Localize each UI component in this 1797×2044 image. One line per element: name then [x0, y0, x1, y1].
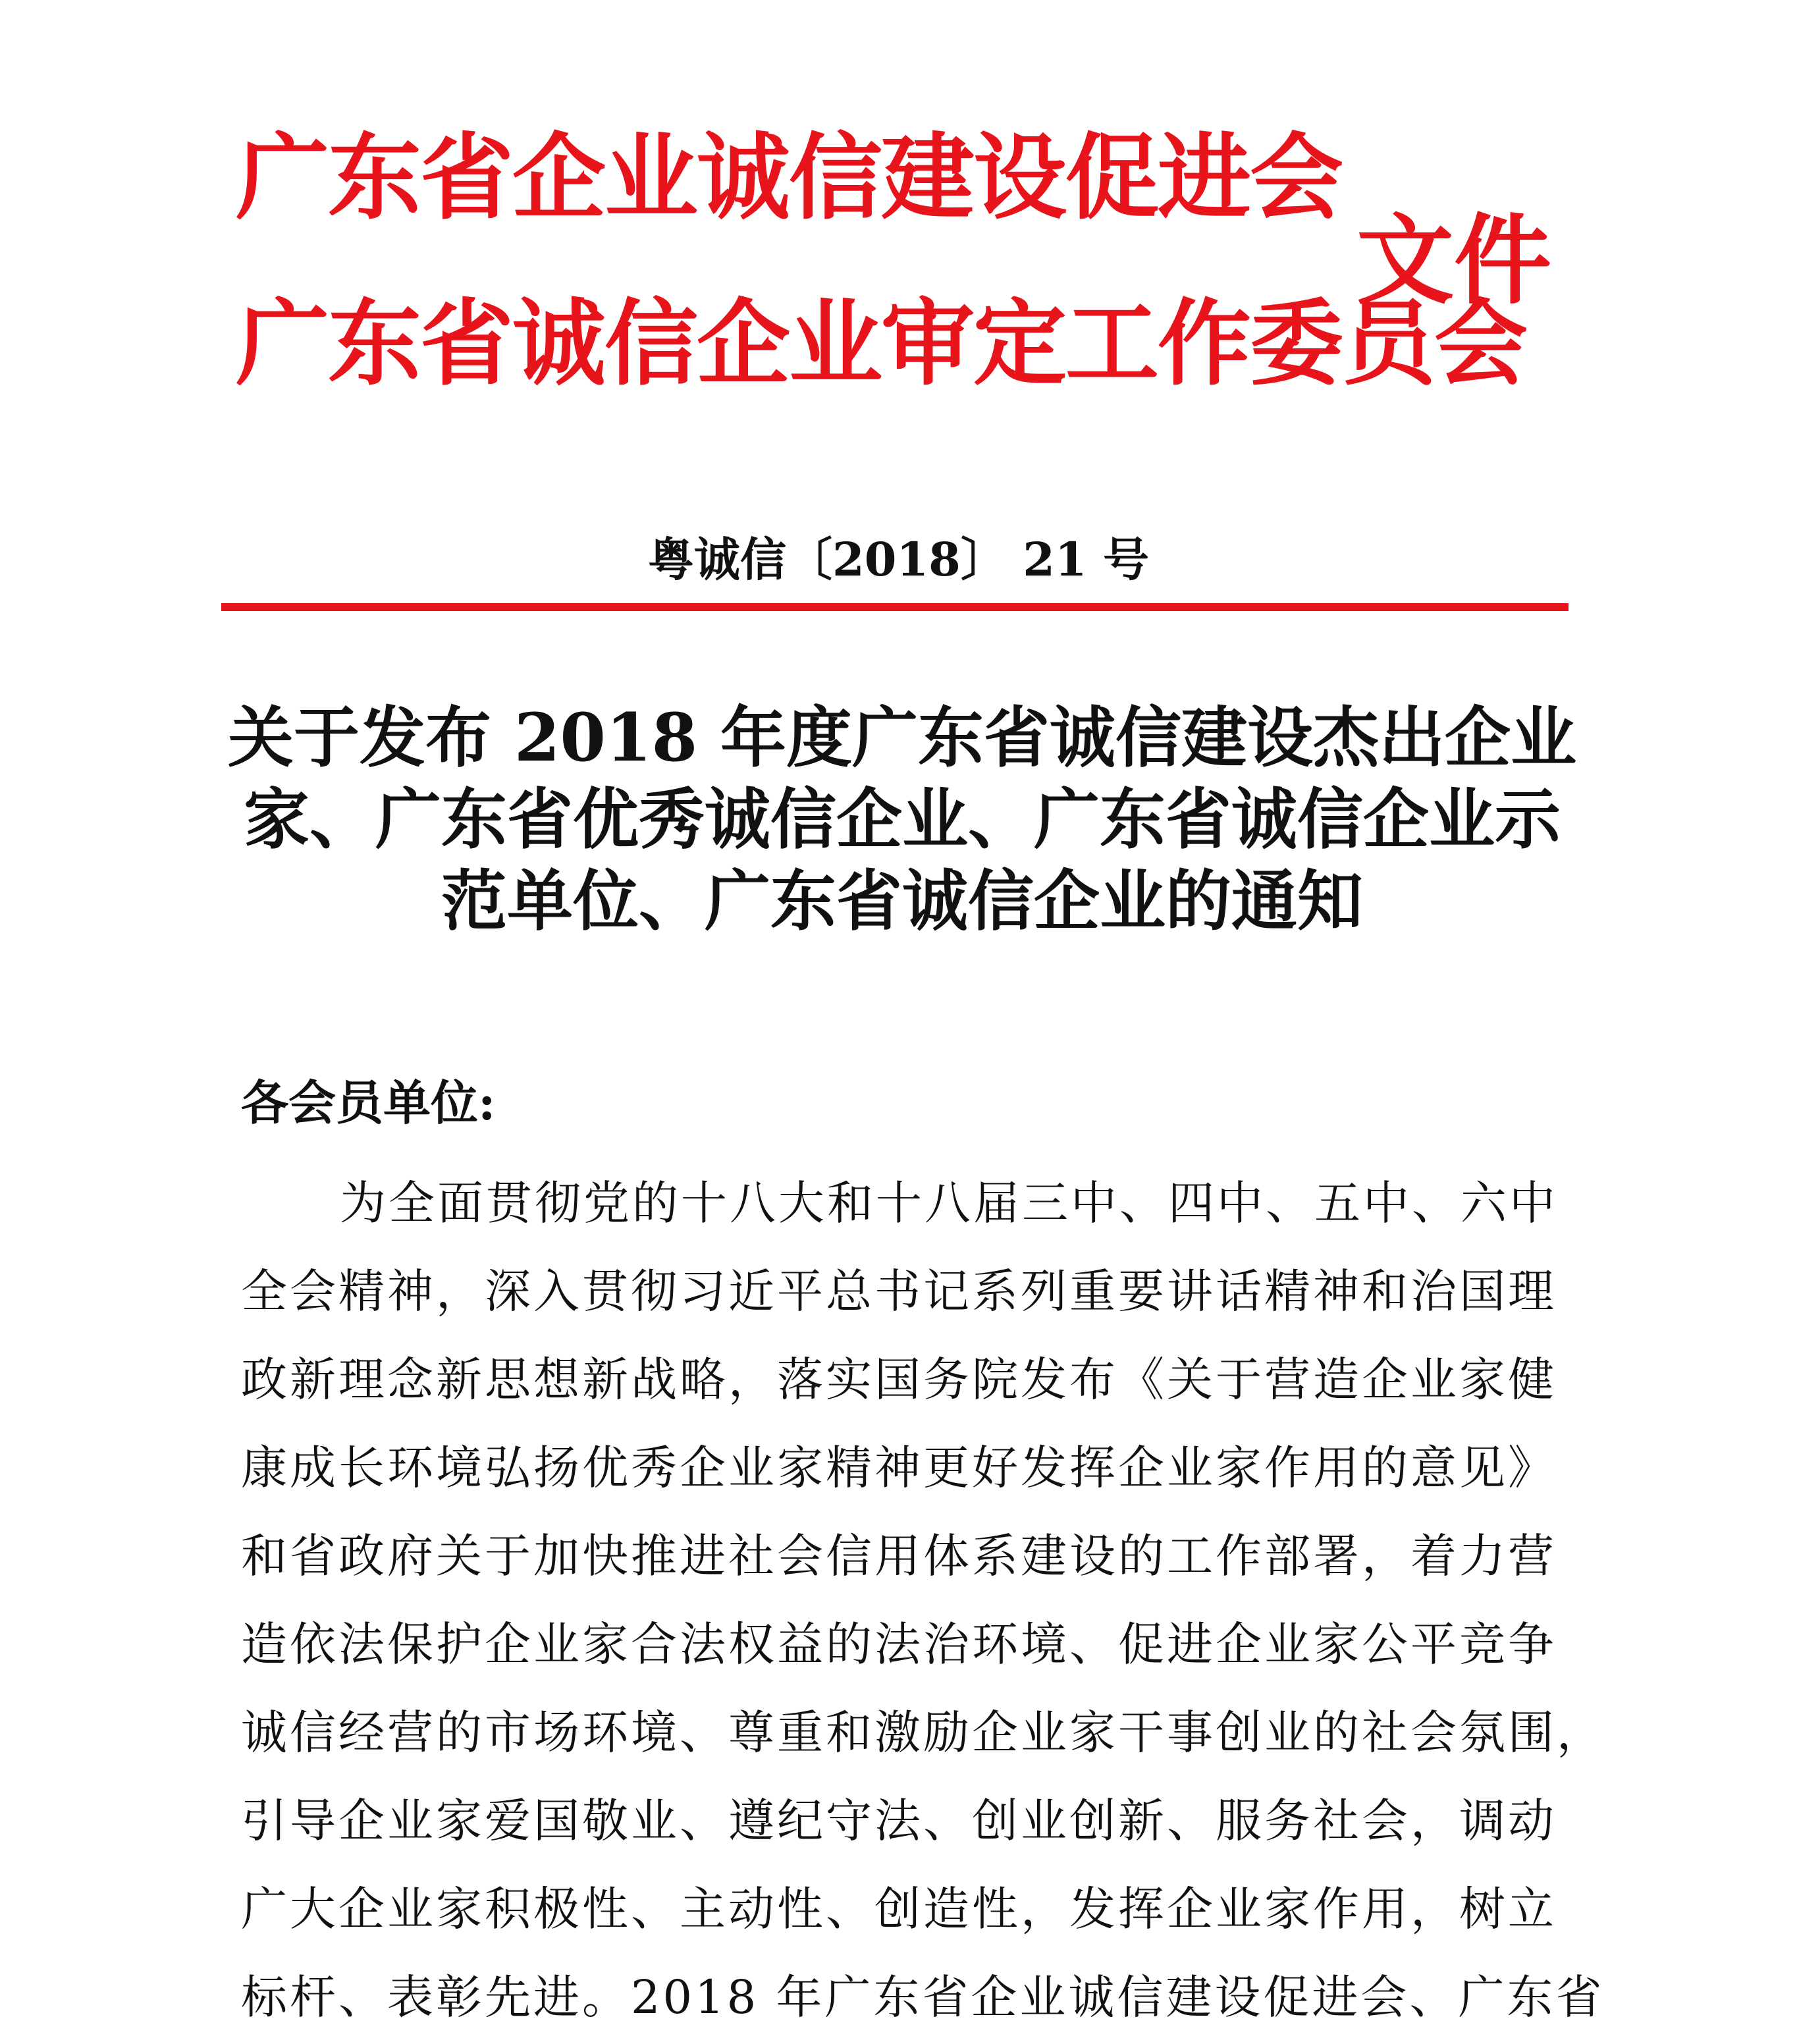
- title-line: 范单位、广东省诚信企业的通知: [441, 862, 1363, 940]
- issuing-org-2: 广东省诚信企业审定工作委员会: [236, 289, 1526, 398]
- body-line: 和省政府关于加快推进社会信用体系建设的工作部署，着力营: [241, 1529, 1557, 1583]
- body-line: 标杆、表彰先进。2018 年广东省企业诚信建设促进会、广东省: [241, 1970, 1605, 2024]
- body-line: 造依法保护企业家合法权益的法治环境、促进企业家公平竞争: [241, 1617, 1557, 1671]
- salutation: 各会员单位:: [241, 1075, 496, 1131]
- red-divider-line: [221, 603, 1569, 611]
- body-line: 政新理念新思想新战略，落实国务院发布《关于营造企业家健: [241, 1353, 1557, 1407]
- title-line: 关于发布 2018 年度广东省诚信建设杰出企业: [228, 699, 1576, 776]
- issuing-org-1: 广东省企业诚信建设促进会: [236, 123, 1342, 232]
- body-line: 为全面贯彻党的十八大和十八届三中、四中、五中、六中: [340, 1176, 1558, 1230]
- body-line: 广大企业家积极性、主动性、创造性，发挥企业家作用，树立: [241, 1882, 1557, 1936]
- body-line: 康成长环境弘扬优秀企业家精神更好发挥企业家作用的意见》: [241, 1441, 1557, 1495]
- document-type-label: 文件: [1356, 203, 1551, 317]
- title-line: 家、广东省优秀诚信企业、广东省诚信企业示: [244, 780, 1561, 858]
- body-line: 诚信经营的市场环境、尊重和激励企业家干事创业的社会氛围，: [241, 1706, 1605, 1760]
- body-line: 引导企业家爱国敬业、遵纪守法、创业创新、服务社会，调动: [241, 1794, 1557, 1848]
- document-title: [217, 697, 1587, 942]
- document-number: 粤诚信〔2018〕 21 号: [648, 532, 1149, 587]
- body-paragraph: [241, 1159, 1605, 2041]
- body-line: 全会精神，深入贯彻习近平总书记系列重要讲话精神和治国理: [241, 1264, 1557, 1318]
